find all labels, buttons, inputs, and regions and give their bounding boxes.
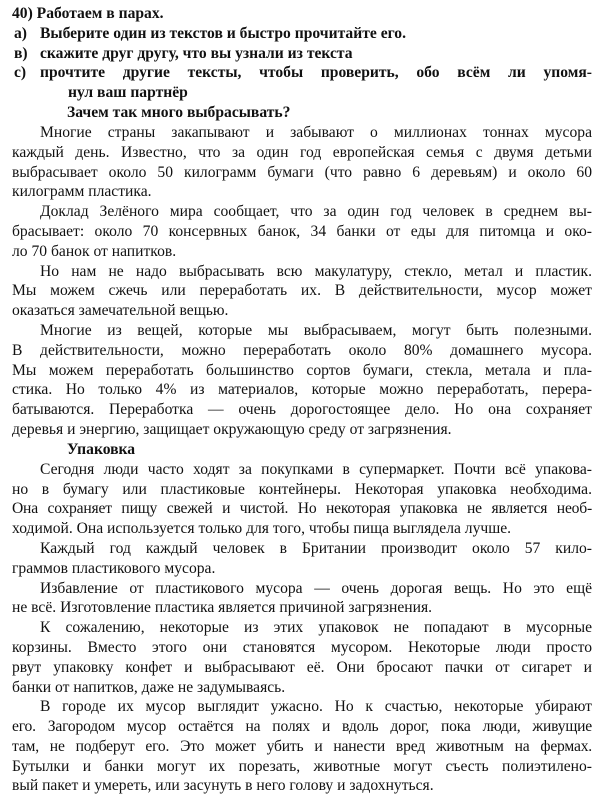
task-marker: a) [14, 24, 27, 42]
text-line: К сожалению, некоторые из этих упаковок не попадают в мусорные [40, 619, 592, 637]
text-line: батываются. Переработка — очень дорогостоящее дело. Но она сохраняет [12, 401, 592, 419]
text-line: Многие страны закапывают и забывают о миллионах тоннах мусора [40, 123, 592, 141]
text-line: Но нам не надо выбрасывать всю макулатуру, стекло, метал и пластик. [40, 262, 592, 280]
text-line: его. Загородом мусор остаётся на полях и вдоль дорог, пока люди, живущие [12, 718, 592, 736]
text-line: там, не подберут его. Это может убить и нанести вред животным на фермах. [12, 737, 592, 755]
text-line: Избавление от пластикового мусора — очень дорогая вещь. Но это ещё [40, 579, 592, 597]
text-line: ходимой. Она используется только для того, чтобы пища выглядела лучше. [12, 520, 512, 538]
text-line: В городе их мусор выглядит ужасно. Но к счастью, некоторые убирают [40, 698, 592, 716]
text-line: Сегодня люди часто ходят за покупками в супермаркет. Почти всё упакова- [40, 460, 592, 478]
text-line: граммов пластикового мусора. [12, 559, 216, 577]
text-line: стика. Но только 4% из материалов, которые можно переработать, перера- [12, 381, 592, 399]
section-heading: Упаковка [67, 440, 136, 458]
text-line: Мы можем сжечь или переработать их. В действительности, мусор может [12, 282, 592, 300]
text-line: не всё. Изготовление пластика является причиной загрязнения. [12, 599, 433, 617]
task-text: прочтите другие тексты, чтобы проверить, обо всём ли упомя- [40, 64, 592, 82]
text-line: деревья и энергию, защищает окружающую среду от загрязнения. [12, 420, 452, 438]
task-marker: c) [14, 64, 27, 82]
section-body [12, 460, 592, 797]
text-line: корзины. Вместо этого они становятся мусором. Некоторые люди просто [12, 638, 592, 656]
text-line: килограмм пластика. [12, 183, 152, 201]
text-line: Каждый год каждый человек в Британии производит около 57 кило- [40, 539, 592, 557]
text-line: каждый день. Известно, что за один год европейская семья с двумя детьми [12, 143, 592, 161]
section-heading: Зачем так много выбрасывать? [67, 103, 291, 121]
text-line: ло 70 банок от напитков. [12, 242, 177, 260]
task-b [12, 44, 592, 64]
text-line: вый пакет и умереть, или засунуть в него голову и задохнуться. [12, 777, 434, 795]
text-line: брасывает: около 70 консервных банок, 34 банки от еды для питомца и око- [12, 222, 592, 240]
text-line: Доклад Зелёного мира сообщает, что за один год человек в среднем вы- [40, 203, 592, 221]
task-a [12, 24, 592, 44]
text-line: оказаться замечательной вещью. [12, 302, 229, 320]
text-line: выбрасывает около 50 килограмм бумаги (что равно 6 деревьям) и около 60 [12, 163, 592, 181]
exercise-title: 40) Работаем в парах. [12, 5, 164, 22]
text-line: Она сохраняет пищу свежей и чистой. Но некоторая упаковка не является необ- [12, 500, 592, 518]
text-line: банки от напитков, даже не задумываясь. [12, 678, 286, 696]
task-c [12, 63, 592, 83]
task-c-continuation: нул ваш партнёр [68, 84, 188, 102]
text-line: Мы можем переработать большинство сортов бумаги, стекла, метала и пла- [12, 361, 592, 379]
task-text: Выберите один из текстов и быстро прочитайте его. [40, 24, 407, 42]
text-line: но в бумагу или пластиковые контейнеры. Некоторая упаковка необходима. [12, 480, 592, 498]
text-line: рвут упаковку конфет и выбрасывают её. Они бросают пачки от сигарет и [12, 658, 592, 676]
text-line: Бутылки и банки могут их порезать, животные могут съесть полиэтилено- [12, 757, 592, 775]
text-line: Многие из вещей, которые мы выбрасываем, могут быть полезными. [40, 321, 592, 339]
text-line: В действительности, можно переработать около 80% домашнего мусора. [12, 341, 592, 359]
section-body [12, 123, 592, 440]
task-marker: в) [14, 44, 28, 62]
task-text: скажите друг другу, что вы узнали из текста [40, 44, 353, 62]
